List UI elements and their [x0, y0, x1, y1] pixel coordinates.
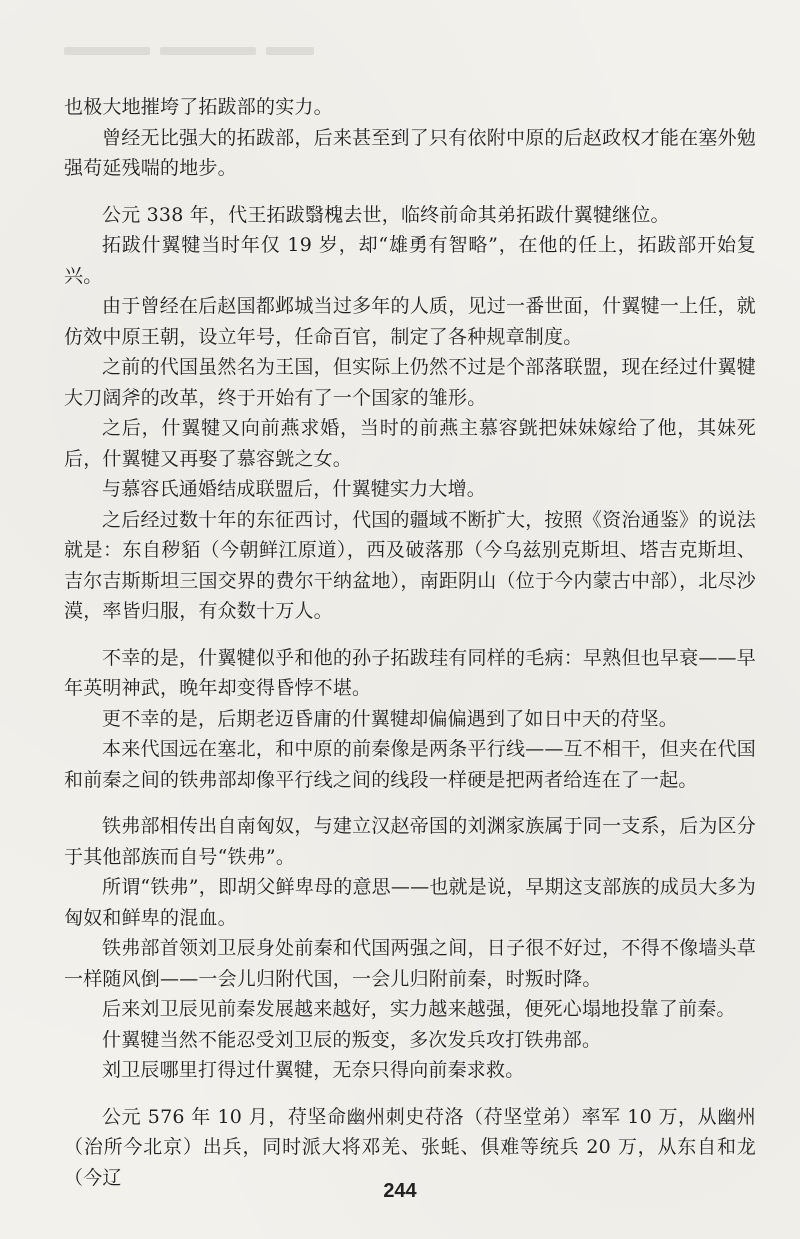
- paragraph: 之后经过数十年的东征西讨，代国的疆域不断扩大，按照《资治通鉴》的说法就是：东自秽貊（今朝鲜江原道），西及破落那（今乌兹别克斯坦、塔吉克斯坦、吉尔吉斯斯坦三国交界的费尔干纳盆地），南距阴山（位于今内蒙古中部），北尽沙漠，率皆归服，有众数十万人。: [64, 508, 756, 622]
- paragraph: 后来刘卫辰见前秦发展越来越好，实力越来越强，便死心塌地投靠了前秦。: [102, 998, 736, 1020]
- paragraph: 本来代国远在塞北，和中原的前秦像是两条平行线——互不相干，但夹在代国和前秦之间的铁弗部却像平行线之间的线段一样硬是把两者给连在了一起。: [64, 738, 756, 791]
- paragraph: 刘卫辰哪里打得过什翼犍，无奈只得向前秦求救。: [102, 1059, 525, 1081]
- paragraph: 所谓“铁弗”，即胡父鲜卑母的意思——也就是说，早期这支部族的成员大多为匈奴和鲜卑的混血。: [64, 876, 756, 929]
- header-mark: [160, 47, 256, 55]
- body-text: [64, 92, 756, 1193]
- header-mark: [64, 47, 150, 55]
- header-mark: [266, 47, 314, 55]
- paragraph: 更不幸的是，后期老迈昏庸的什翼犍却偏偏遇到了如日中天的苻坚。: [102, 707, 679, 730]
- paragraph: 与慕容氏通婚结成联盟后，什翼犍实力大增。: [102, 478, 487, 500]
- paragraph: 曾经无比强大的拓跋部，后来甚至到了只有依附中原的后赵政权才能在塞外勉强苟延残喘的地步。: [64, 126, 756, 179]
- paragraph: 什翼犍当然不能忍受刘卫辰的叛变，多次发兵攻打铁弗部。: [102, 1028, 602, 1051]
- paragraph: 不幸的是，什翼犍似乎和他的孙子拓跋珪有同样的毛病：早熟但也早衰——早年英明神武，晚年却变得昏悖不堪。: [64, 646, 756, 699]
- paragraph: 铁弗部首领刘卫辰身处前秦和代国两强之间，日子很不好过，不得不像墙头草一样随风倒——一会儿归附代国，一会儿归附前秦，时叛时降。: [64, 937, 756, 990]
- paragraph: 之前的代国虽然名为王国，但实际上仍然不过是个部落联盟，现在经过什翼犍大刀阔斧的改革，终于开始有了一个国家的雏形。: [64, 356, 756, 409]
- paragraph: 公元 576 年 10 月，苻坚命幽州刺史苻洛（苻坚堂弟）率军 10 万，从幽州（治所今北京）出兵，同时派大将邓羌、张蚝、俱难等统兵 20 万，从东自和龙（今辽: [64, 1105, 756, 1189]
- paragraph: 也极大地摧垮了拓跋部的实力。: [64, 96, 333, 118]
- running-header-faint: [64, 40, 364, 54]
- paragraph: 拓跋什翼犍当时年仅 19 岁，却“雄勇有智略”，在他的任上，拓跋部开始复兴。: [64, 234, 756, 287]
- paragraph: 铁弗部相传出自南匈奴，与建立汉赵帝国的刘渊家族属于同一支系，后为区分于其他部族而自号“铁弗”。: [64, 815, 756, 868]
- paragraph: 由于曾经在后赵国都邺城当过多年的人质，见过一番世面，什翼犍一上任，就仿效中原王朝，设立年号，任命百官，制定了各种规章制度。: [64, 295, 756, 348]
- paragraph: 公元 338 年，代王拓跋翳槐去世，临终前命其弟拓跋什翼犍继位。: [102, 203, 670, 226]
- page-number: 244: [383, 1180, 417, 1202]
- paragraph: 之后，什翼犍又向前燕求婚，当时的前燕主慕容皝把妹妹嫁给了他，其妹死后，什翼犍又再娶了慕容皝之女。: [64, 417, 756, 470]
